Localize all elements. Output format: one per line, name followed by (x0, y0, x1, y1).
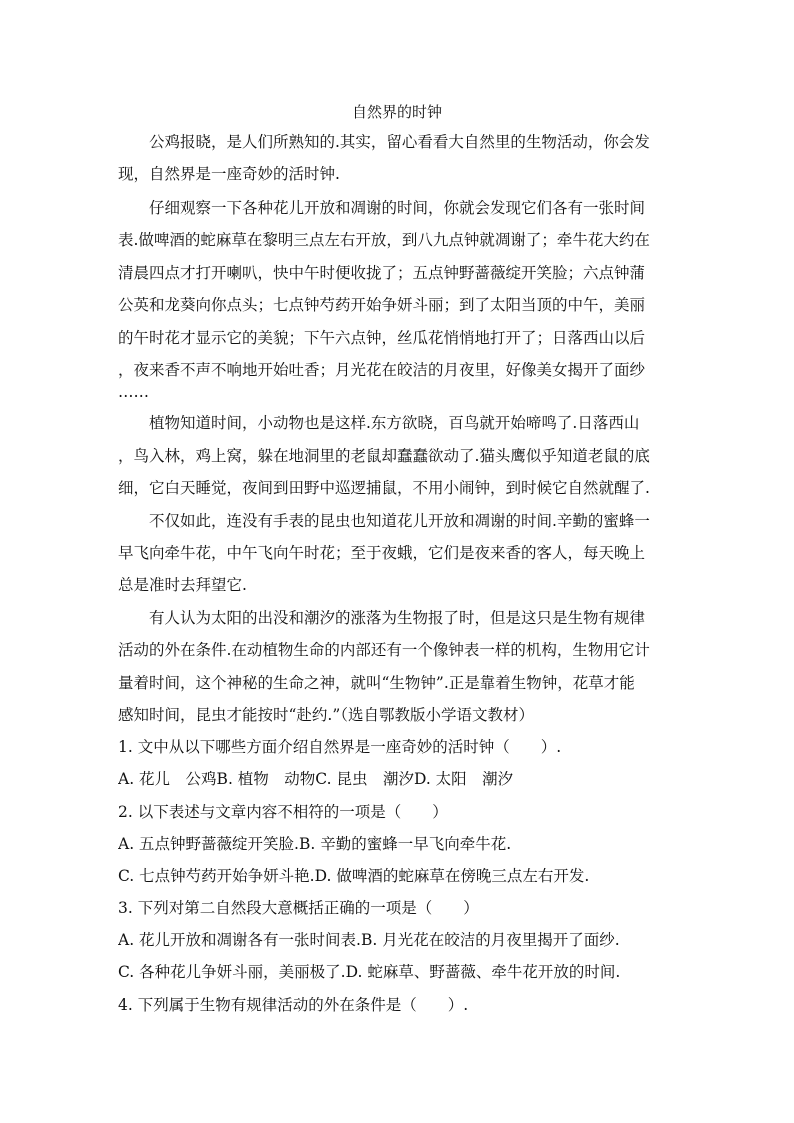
passage-line: 植物知道时间，小动物也是这样.东方欲晓，百鸟就开始啼鸣了.日落西山 (118, 414, 640, 432)
question-options: A. 花儿 公鸡B. 植物 动物C. 昆虫 潮汐D. 太阳 潮汐 (118, 770, 514, 788)
passage-line: 表.做啤酒的蛇麻草在黎明三点左右开放，到八九点钟就凋谢了；牵牛花大约在 (118, 231, 650, 249)
passage-line: 不仅如此，连没有手表的昆虫也知道花儿开放和凋谢的时间.辛勤的蜜蜂一 (118, 512, 650, 530)
question-options: A. 花儿开放和凋谢各有一张时间表.B. 月光花在皎洁的月夜里揭开了面纱. (118, 931, 620, 949)
passage-line: 公英和龙葵向你点头；七点钟芍药开始争妍斗丽；到了太阳当顶的中午，美丽 (118, 296, 646, 314)
question-line: 1. 文中从以下哪些方面介绍自然界是一座奇妙的活时钟（ ）. (118, 738, 562, 756)
question-line: 3. 下列对第二自然段大意概括正确的一项是（ ） (118, 899, 479, 917)
passage-line: 清晨四点才打开喇叭，快中午时便收拢了；五点钟野蔷薇绽开笑脸；六点钟蒲 (118, 264, 646, 282)
passage-line: 有人认为太阳的出没和潮汐的涨落为生物报了时，但是这只是生物有规律 (118, 609, 646, 627)
passage-line: 现，自然界是一座奇妙的活时钟. (118, 165, 340, 183)
passage-line: 活动的外在条件.在动植物生命的内部还有一个像钟表一样的机构，生物用它计 (118, 641, 650, 659)
question-options: C. 各种花儿争妍斗丽，美丽极了.D. 蛇麻草、野蔷薇、牵牛花开放的时间. (118, 963, 621, 981)
passage-line: 仔细观察一下各种花儿开放和凋谢的时间，你就会发现它们各有一张时间 (118, 199, 646, 217)
passage-line: 公鸡报晓，是人们所熟知的.其实，留心看看大自然里的生物活动，你会发 (118, 133, 650, 151)
passage-line: 感知时间，昆虫才能按时“赴约.”（选自鄂教版小学语文教材） (118, 706, 535, 724)
passage-line: 细，它白天睡觉，夜间到田野中巡逻捕鼠，不用小闹钟，到时候它自然就醒了. (118, 479, 650, 497)
question-options: C. 七点钟芍药开始争妍斗艳.D. 做啤酒的蛇麻草在傍晚三点左右开发. (118, 867, 590, 885)
passage-line: 的午时花才显示它的美貌；下午六点钟，丝瓜花悄悄地打开了；日落西山以后 (118, 329, 646, 347)
passage-line: …… (118, 383, 149, 401)
passage-line: ，鸟入林，鸡上窝，躲在地洞里的老鼠却蠢蠢欲动了.猫头鹰似乎知道老鼠的底 (118, 447, 650, 465)
question-line: 2. 以下表述与文章内容不相符的一项是（ ） (118, 803, 448, 821)
passage-line: ，夜来香不声不响地开始吐香；月光花在皎洁的月夜里，好像美女揭开了面纱 (118, 361, 646, 379)
passage-line: 早飞向牵牛花，中午飞向午时花；至于夜蛾，它们是夜来香的客人，每天晚上 (118, 544, 646, 562)
question-line: 4. 下列属于生物有规律活动的外在条件是（ ）. (118, 996, 469, 1014)
passage-line: 总是准时去拜望它. (118, 576, 247, 594)
question-options: A. 五点钟野蔷薇绽开笑脸.B. 辛勤的蜜蜂一早飞向牵牛花. (118, 835, 512, 853)
page-title: 自然界的时钟 (351, 103, 442, 121)
passage-line: 量着时间，这个神秘的生命之神，就叫“生物钟”.正是靠着生物钟，花草才能 (118, 674, 635, 692)
